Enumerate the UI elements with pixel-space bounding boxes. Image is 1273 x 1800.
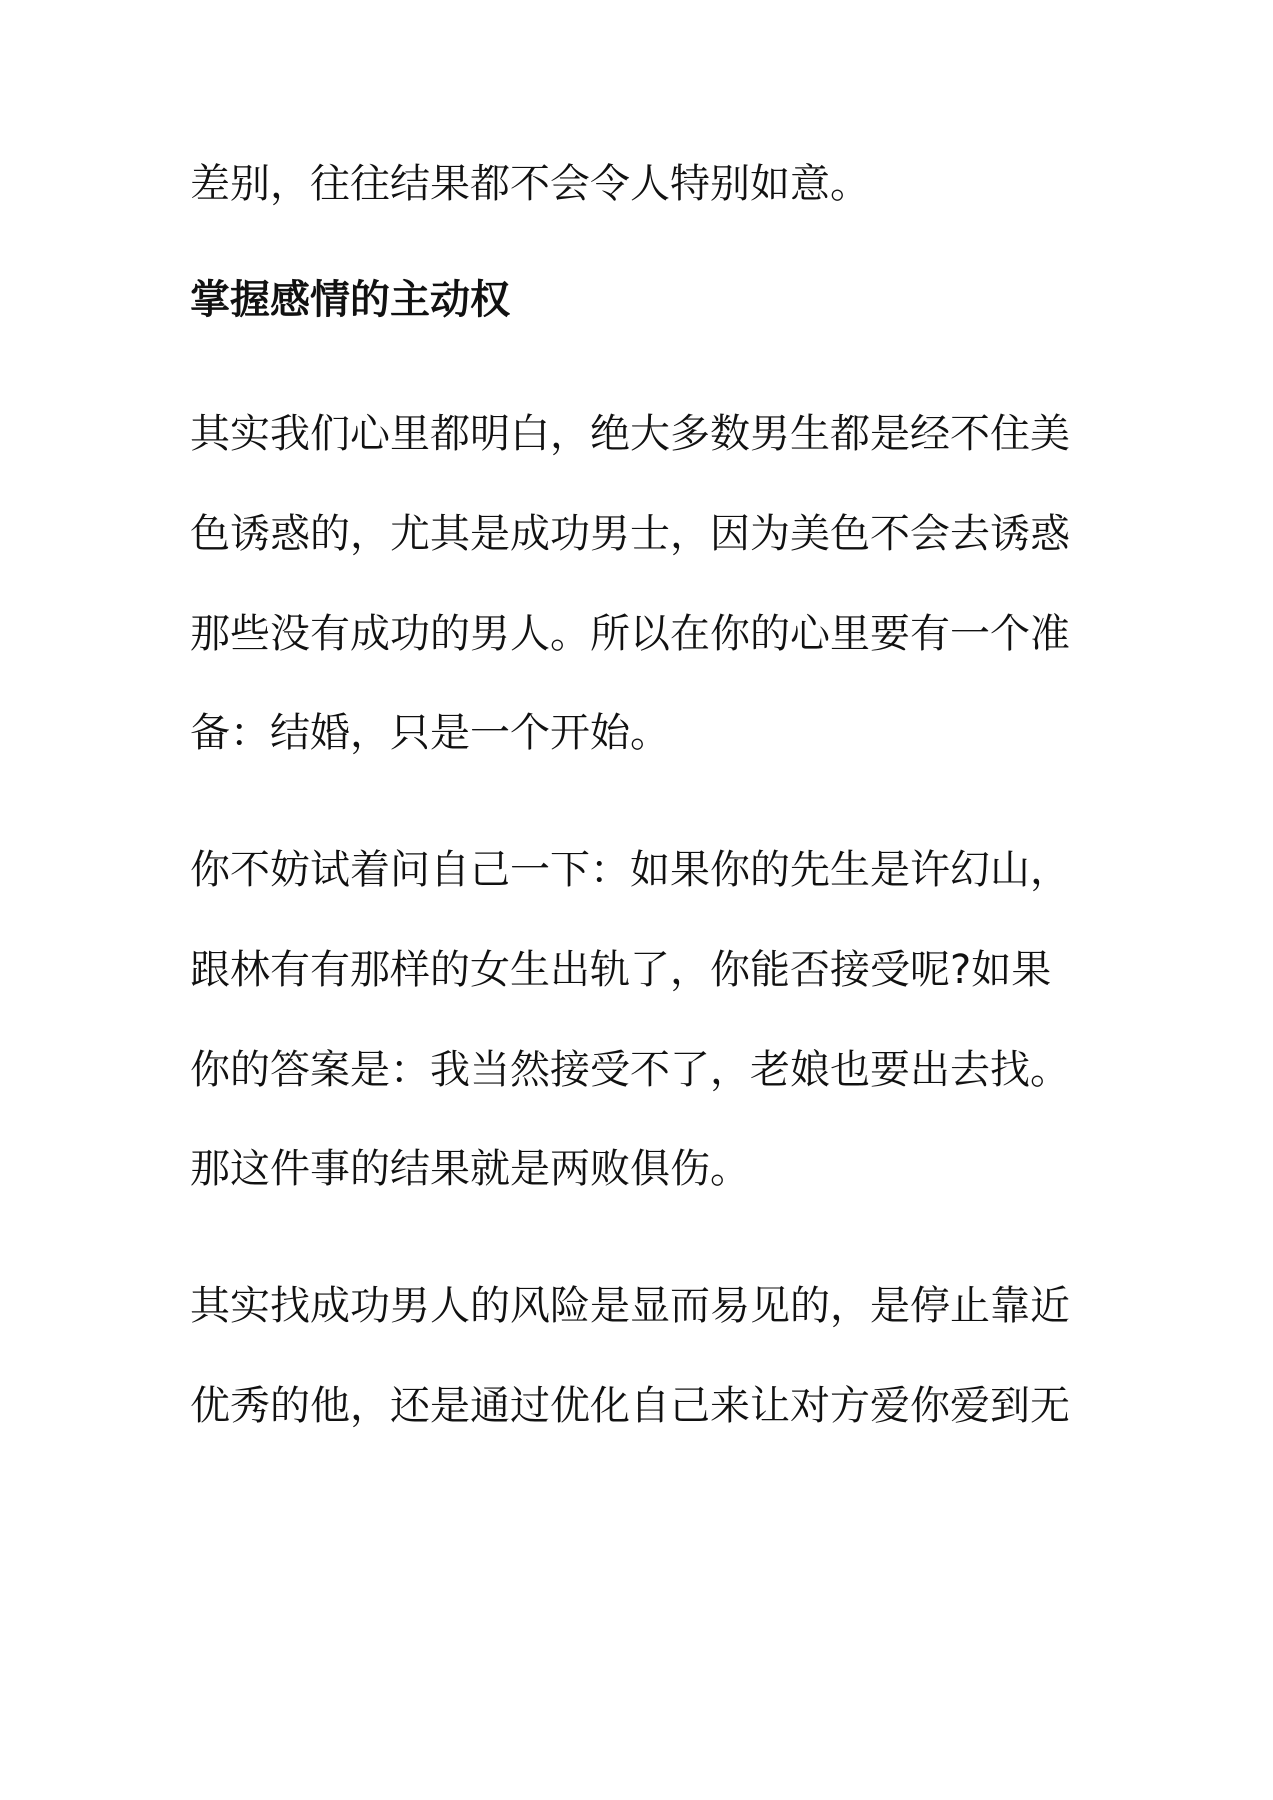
paragraph-line: 跟林有有那样的女生出轨了，你能否接受呢?如果 xyxy=(190,947,1052,993)
paragraph-line: 色诱惑的，尤其是成功男士，因为美色不会去诱惑 xyxy=(190,511,1070,557)
paragraph-line: 其实找成功男人的风险是显而易见的，是停止靠近 xyxy=(190,1283,1070,1329)
paragraph-line: 优秀的他，还是通过优化自己来让对方爱你爱到无 xyxy=(190,1383,1070,1429)
paragraph-line: 你不妨试着问自己一下：如果你的先生是许幻山， xyxy=(190,847,1070,893)
paragraph-line: 你的答案是：我当然接受不了，老娘也要出去找。 xyxy=(190,1047,1070,1093)
paragraph-line: 那些没有成功的男人。所以在你的心里要有一个准 xyxy=(190,611,1070,657)
section-heading: 掌握感情的主动权 xyxy=(190,277,510,323)
paragraph-line: 那这件事的结果就是两败俱伤。 xyxy=(190,1146,750,1192)
paragraph-line: 其实我们心里都明白，绝大多数男生都是经不住美 xyxy=(190,411,1070,457)
paragraph-line: 差别，往往结果都不会令人特别如意。 xyxy=(190,161,870,207)
paragraph-line: 备：结婚，只是一个开始。 xyxy=(190,710,670,756)
